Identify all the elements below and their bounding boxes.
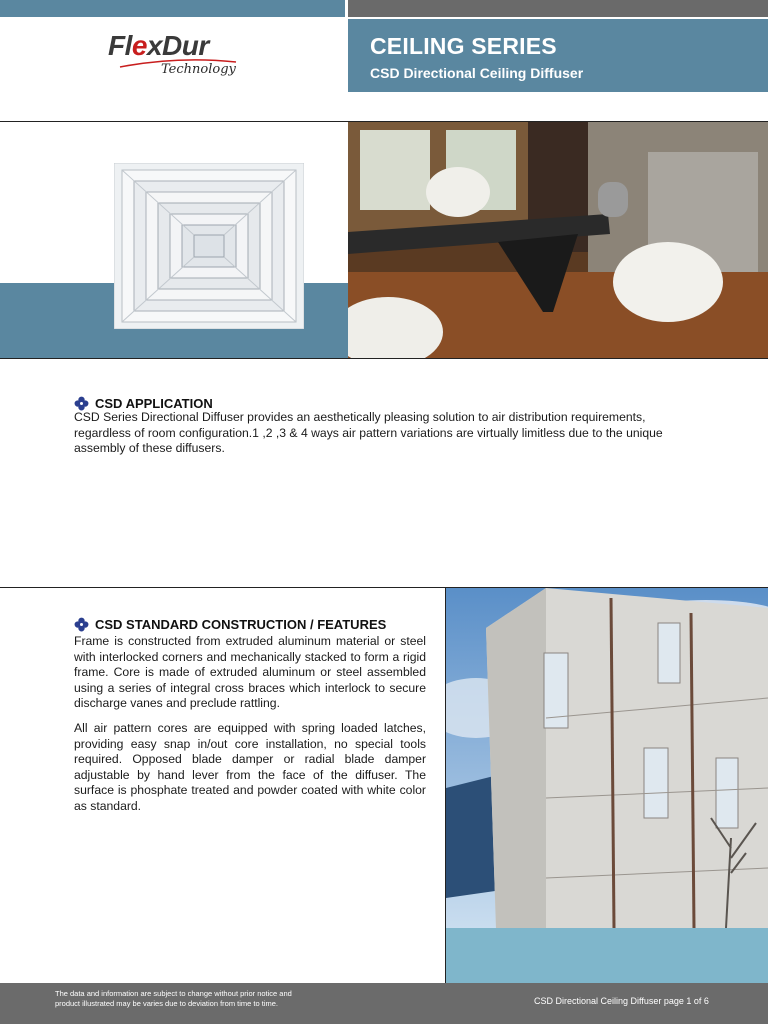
application-line: CSD Series Directional Diffuser provides an aesthetically pleasing solution to air distribution requirements, (74, 410, 646, 424)
page-title: CEILING SERIES (370, 33, 557, 59)
office-photo (348, 122, 768, 358)
application-heading (74, 396, 213, 411)
construction-paragraph-1: Frame is constructed from extruded aluminum material or steel with interlocked corners and mechanically stacked to form a rigid frame. Core is made of extruded aluminum or steel assembled using a series of integral cross braces which interlock to secure discharge vanes and preclude rattling. (74, 634, 426, 710)
application-heading-text: CSD APPLICATION (95, 396, 213, 411)
logo-brand-part: xDur (146, 30, 209, 61)
construction-heading-text: CSD STANDARD CONSTRUCTION / FEATURES (95, 617, 387, 632)
logo-brand-part: Fl (108, 30, 132, 61)
top-right-bar (348, 0, 768, 17)
application-text (74, 410, 694, 457)
top-left-bar (0, 0, 345, 17)
clover-bullet-icon (74, 617, 89, 632)
application-line: assembly of these diffusers. (74, 441, 225, 455)
application-line: regardless of room configuration.1 ,2 ,3 & 4 ways air pattern variations are virtually limitless due to the unique (74, 425, 663, 440)
ceiling-diffuser-image (114, 163, 304, 329)
title-box (348, 19, 768, 92)
disclaimer-line: The data and information are subject to change without prior notice and (55, 989, 292, 998)
clover-bullet-icon (74, 396, 89, 411)
building-blue-band (446, 928, 768, 983)
page-subtitle: CSD Directional Ceiling Diffuser (370, 65, 584, 81)
logo-subtitle: Technology (161, 62, 236, 77)
footer-page-label: CSD Directional Ceiling Diffuser page 1 of 6 (534, 996, 709, 1006)
logo-brand-accent: e (131, 30, 147, 61)
construction-heading (74, 617, 386, 632)
footer-disclaimer (55, 989, 375, 1008)
disclaimer-line: product illustrated may be varies due to deviation from time to time. (55, 998, 279, 1008)
construction-paragraph-2: All air pattern cores are equipped with spring loaded latches, providing easy snap in/out core installation, no special tools required. Opposed blade damper or radial blade damper adjustable by hand lever from the face of the diffuser. The surface is phosphate treated and powder coated with white color as standard. (74, 721, 426, 813)
building-photo (446, 588, 768, 928)
flexdur-logo (108, 30, 248, 90)
divider (0, 358, 768, 359)
